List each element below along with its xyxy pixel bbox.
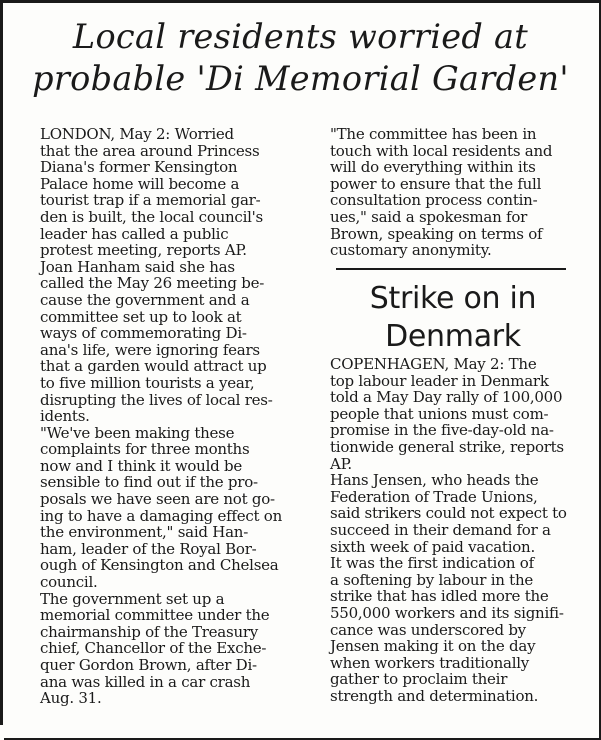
text-line: Joan Hanham said she has [40,257,235,276]
clipping-border-top [0,0,601,3]
subhead-line: Denmark [385,319,521,354]
text-line: tionwide general strike, reports [330,437,564,456]
text-line: succeed in their demand for a [330,520,551,539]
text-line: now and I think it would be [40,456,242,475]
secondary-headline [312,280,594,356]
article-paragraph [22,126,290,259]
text-line: chief, Chancellor of the Exche- [40,639,267,658]
text-line: people that unions must com- [330,404,549,423]
text-line: The government set up a [40,589,225,608]
text-line: ana's life, were ignoring fears [40,340,260,359]
text-line: It was the first indication of [330,554,534,573]
text-line: "We've been making these [40,423,235,442]
text-line: touch with local residents and [330,141,553,160]
text-line: consultation process contin- [330,191,538,210]
text-line: gather to proclaim their [330,670,508,689]
text-line: posals we have seen are not go- [40,490,275,509]
text-line: Brown, speaking on terms of [330,224,543,243]
text-line: sensible to find out if the pro- [40,473,258,492]
text-line: promise in the five-day-old na- [330,421,554,440]
text-line: Palace home will become a [40,174,240,193]
text-line: said strikers could not expect to [330,504,567,523]
text-line: ways of commemorating Di- [40,324,247,343]
text-line: top labour leader in Denmark [330,371,549,390]
text-line: a softening by labour in the [330,570,533,589]
subhead-line: Strike on in [369,281,537,316]
article-paragraph [312,126,580,259]
text-line: disrupting the lives of local res- [40,390,273,409]
text-line: leader has called a public [40,224,229,243]
text-line: cause the government and a [40,290,250,309]
strike-article-column [312,356,580,704]
text-line: quer Gordon Brown, after Di- [40,656,257,674]
article-paragraph [312,555,580,704]
text-line: ham, leader of the Royal Bor- [40,539,257,558]
article-paragraph [22,591,290,707]
text-line: tourist trap if a memorial gar- [40,191,261,210]
article-paragraph [312,356,580,472]
text-line: ough of Kensington and Chelsea [40,556,279,575]
text-line: council. [40,573,98,592]
article-paragraph [22,259,290,425]
text-line: called the May 26 meeting be- [40,274,265,293]
text-line: that the area around Princess [40,141,260,160]
text-line: ana was killed in a car crash [40,672,251,691]
headline-line: probable 'Di Memorial Garden' [32,59,569,98]
section-divider [336,268,566,270]
text-line: told a May Day rally of 100,000 [330,388,563,407]
text-line: 550,000 workers and its signifi- [330,603,564,622]
text-line: will do everything within its [330,158,536,177]
text-line: to five million tourists a year, [40,373,255,392]
text-line: when workers traditionally [330,653,530,672]
article-paragraph [312,472,580,555]
text-line: protest meeting, reports AP. [40,241,247,260]
text-line: AP. [330,454,352,473]
text-line: memorial committee under the [40,606,270,625]
text-line: customary anonymity. [330,241,492,260]
text-line: the environment," said Han- [40,523,249,542]
text-line: power to ensure that the full [330,174,542,193]
text-line: idents. [40,407,90,426]
text-line: Jensen making it on the day [330,637,536,656]
article-column-left [22,126,290,707]
text-line: complaints for three months [40,440,250,459]
text-line: LONDON, May 2: Worried [40,125,234,143]
text-line: strength and determination. [330,686,539,705]
text-line: Federation of Trade Unions, [330,487,538,506]
article-paragraph [22,425,290,591]
text-line: "The committee has been in [330,125,537,143]
text-line: chairmanship of the Treasury [40,622,259,641]
text-line: committee set up to look at [40,307,242,326]
article-column-right [312,126,580,259]
text-line: ing to have a damaging effect on [40,506,282,525]
text-line: COPENHAGEN, May 2: The [330,355,537,373]
main-headline [0,16,601,100]
text-line: Aug. 31. [40,689,102,708]
text-line: that a garden would attract up [40,357,267,376]
text-line: strike that has idled more the [330,587,549,606]
text-line: cance was underscored by [330,620,526,639]
text-line: Diana's former Kensington [40,158,238,177]
text-line: sixth week of paid vacation. [330,537,535,556]
text-line: den is built, the local council's [40,207,263,226]
text-line: ues," said a spokesman for [330,207,528,226]
clipping-border-left [0,0,3,725]
headline-line: Local residents worried at [72,17,529,56]
text-line: Hans Jensen, who heads the [330,471,539,490]
